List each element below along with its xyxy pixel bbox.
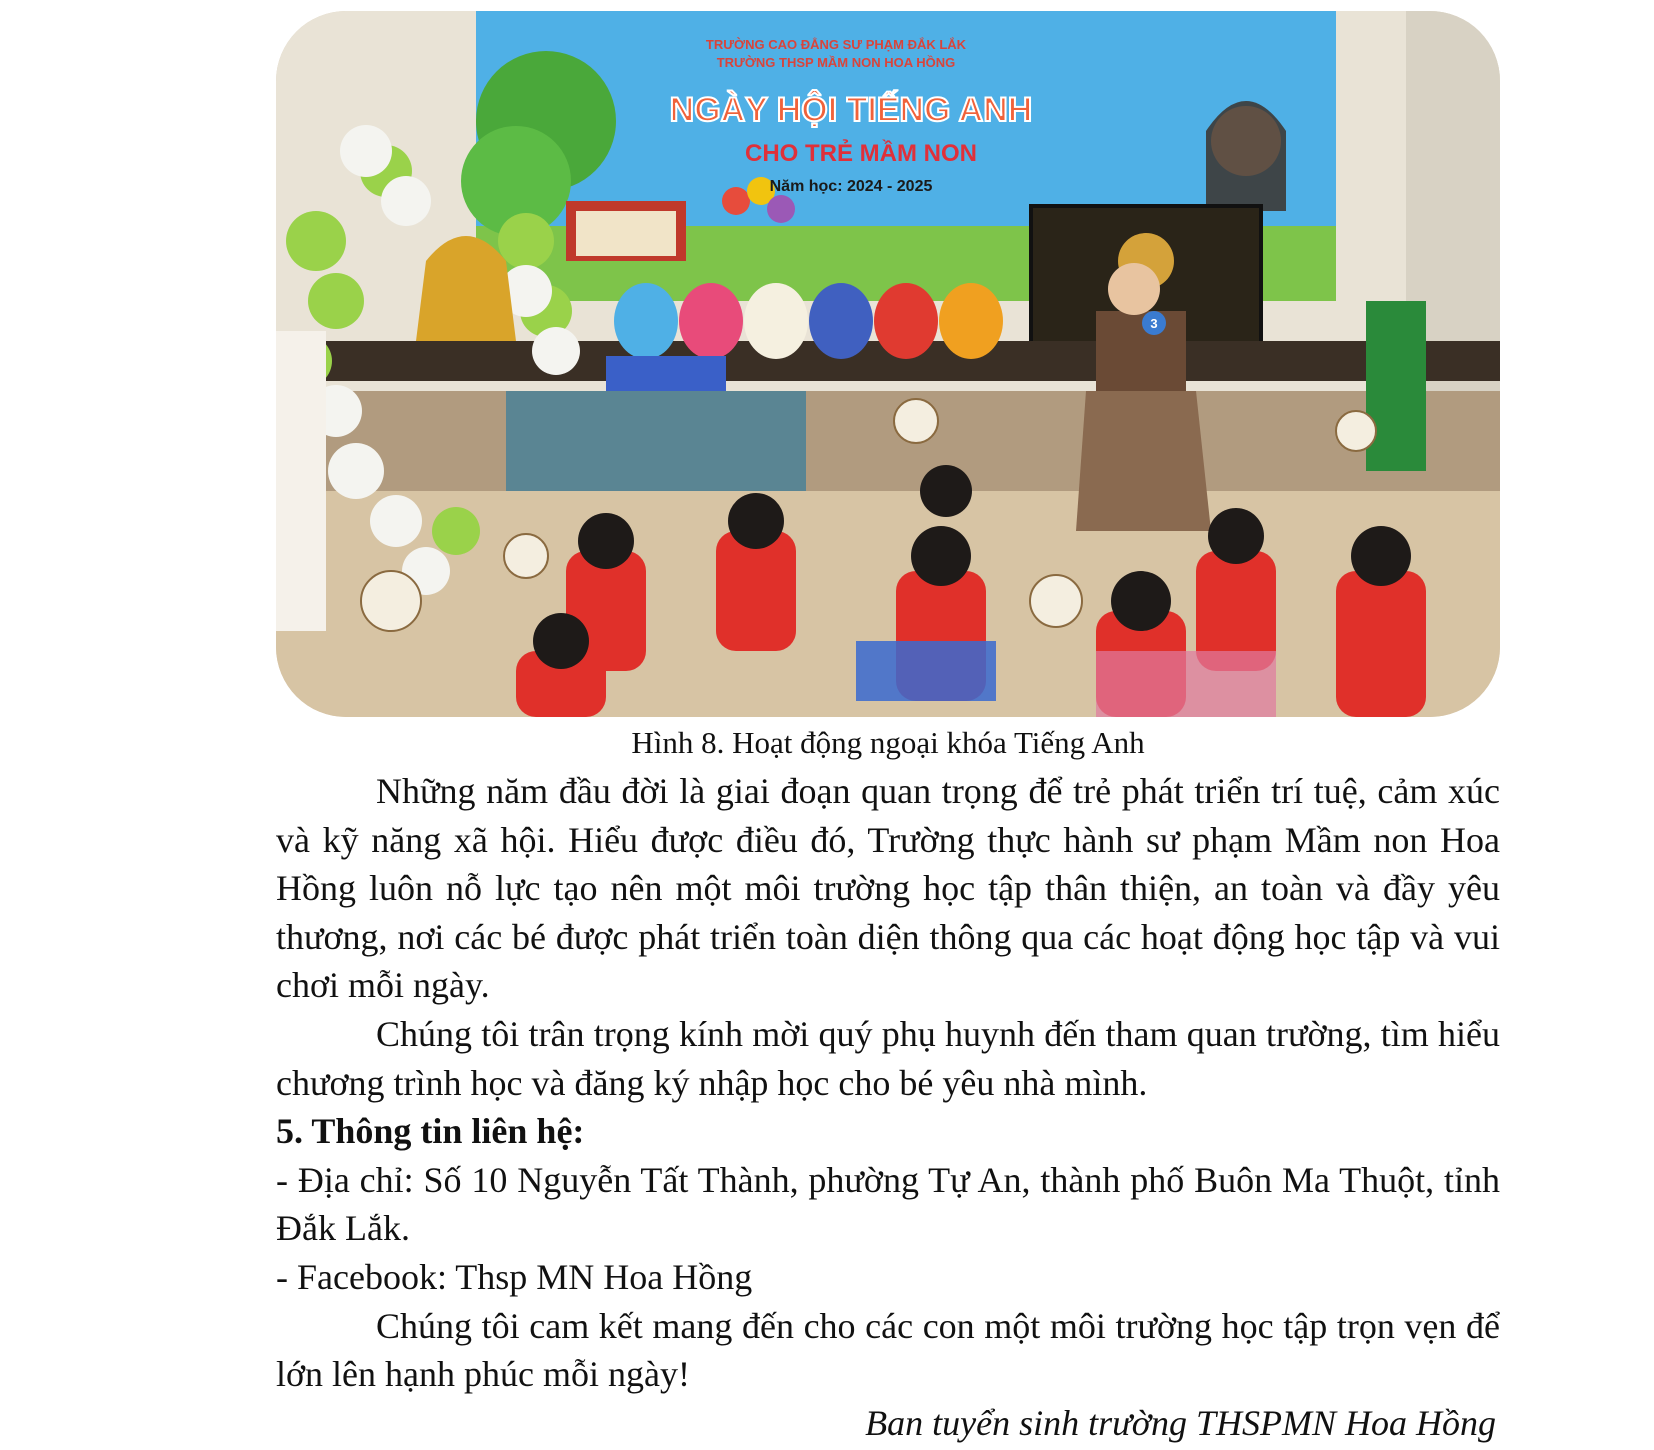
paragraph-commitment: Chúng tôi cam kết mang đến cho các con một môi trường học tập trọn vẹn để lớn lên hạnh phúc mỗi ngày! <box>276 1305 1500 1395</box>
paddle-number: 3 <box>1150 316 1158 331</box>
contact-address: - Địa chỉ: Số 10 Nguyễn Tất Thành, phường Tự An, thành phố Buôn Ma Thuột, tỉnh Đắk Lắk. <box>276 1159 1500 1249</box>
banner-title: NGÀY HỘI TIẾNG ANH <box>669 91 1033 129</box>
contact-facebook: - Facebook: Thsp MN Hoa Hồng <box>276 1256 753 1297</box>
paragraph-intro: Những năm đầu đời là giai đoạn quan trọng để trẻ phát triển trí tuệ, cảm xúc và kỹ năng xã hội. Hiểu được điều đó, Trường thực hành sư phạm Mầm non Hoa Hồng luôn nỗ lực tạo nên một môi trường học tập thân thiện, an toàn và đầy yêu thương, nơi các bé được phát triển toàn diện thông qua các hoạt động học tập và vui chơi mỗi ngày. <box>276 771 1500 1006</box>
contact-heading: 5. Thông tin liên hệ: <box>276 1111 585 1152</box>
banner-subtitle: CHO TRẺ MẦM NON <box>745 140 977 167</box>
figure-caption: Hình 8. Hoạt động ngoại khóa Tiếng Anh <box>631 725 1145 760</box>
event-photo-illustration <box>276 11 1500 717</box>
body-text <box>276 767 1500 1447</box>
banner-year: Năm học: 2024 - 2025 <box>769 178 933 195</box>
event-photo <box>276 11 1500 717</box>
banner-line-1: TRƯỜNG CAO ĐẲNG SƯ PHẠM ĐẮK LẮK <box>705 37 967 52</box>
banner-line-2: TRƯỜNG THSP MẦM NON HOA HỒNG <box>716 55 956 70</box>
signature: Ban tuyển sinh trường THSPMN Hoa Hồng <box>865 1402 1496 1443</box>
paragraph-invitation: Chúng tôi trân trọng kính mời quý phụ huynh đến tham quan trường, tìm hiểu chương trình học và đăng ký nhập học cho bé yêu nhà mình. <box>276 1013 1500 1103</box>
